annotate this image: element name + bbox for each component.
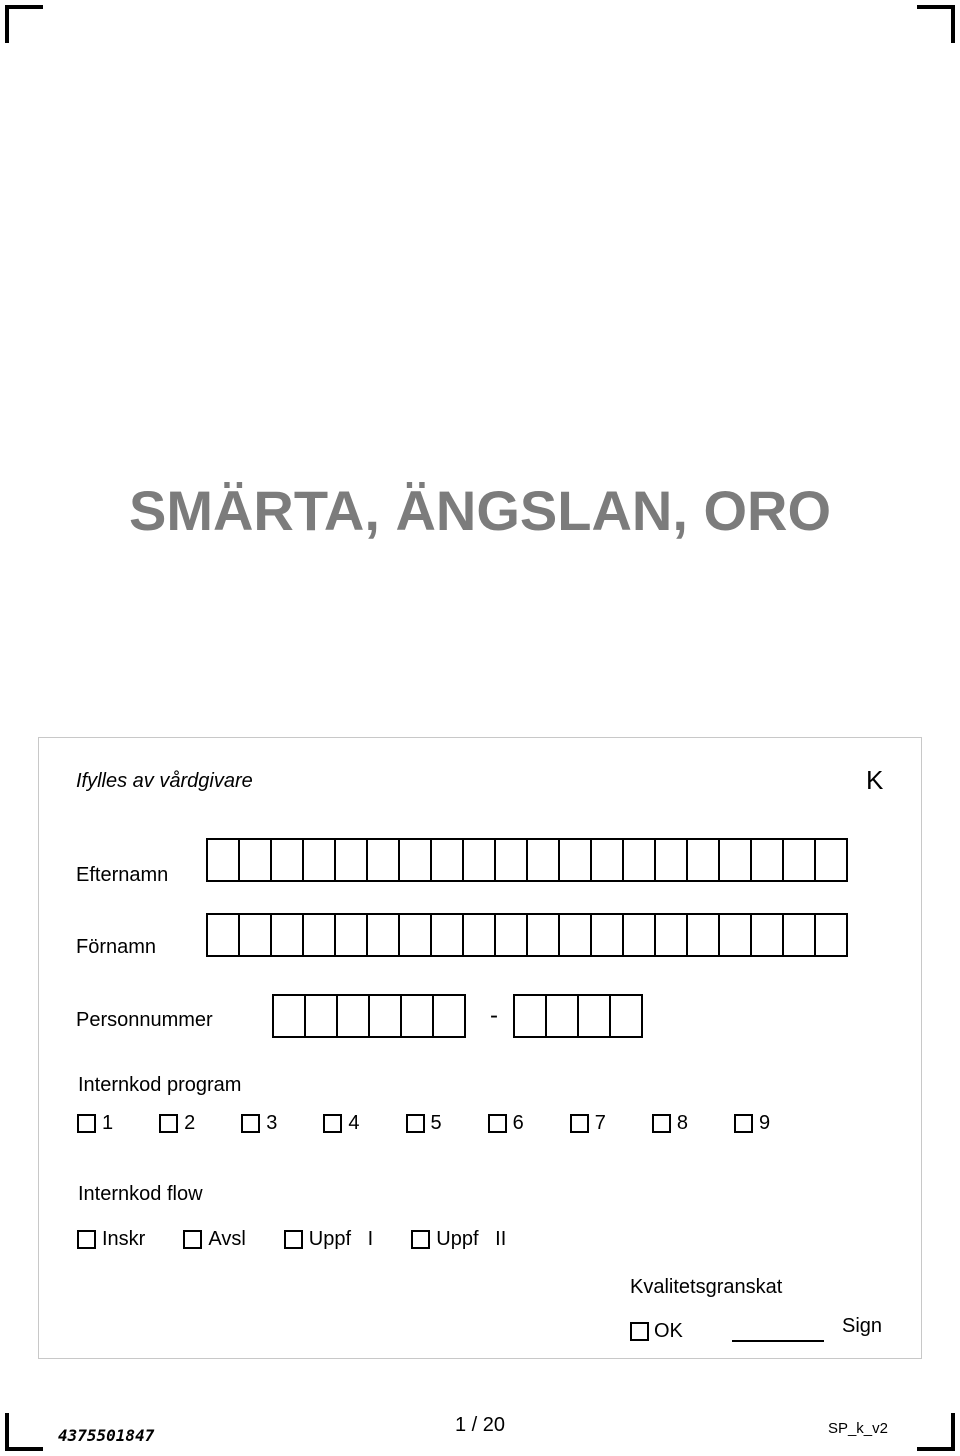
personnummer-date-box-1[interactable]: [272, 994, 306, 1038]
efternamn-field[interactable]: [206, 838, 848, 882]
fornamn-box-15[interactable]: [654, 913, 688, 957]
fornamn-field[interactable]: [206, 913, 848, 957]
fornamn-box-1[interactable]: [206, 913, 240, 957]
program-option-label: 8: [676, 1112, 688, 1134]
efternamn-box-6[interactable]: [366, 838, 400, 882]
form-header: Ifylles av vårdgivare: [76, 770, 253, 792]
flow-option-label: Inskr: [102, 1228, 146, 1250]
efternamn-box-16[interactable]: [686, 838, 720, 882]
efternamn-label: Efternamn: [76, 864, 169, 886]
personnummer-date-box-2[interactable]: [304, 994, 338, 1038]
program-options: [77, 1113, 770, 1133]
program-checkbox[interactable]: [159, 1114, 178, 1133]
program-option-2[interactable]: [159, 1113, 195, 1133]
efternamn-box-20[interactable]: [814, 838, 848, 882]
program-option-8[interactable]: [652, 1113, 688, 1133]
efternamn-box-12[interactable]: [558, 838, 592, 882]
fornamn-box-14[interactable]: [622, 913, 656, 957]
efternamn-box-8[interactable]: [430, 838, 464, 882]
fornamn-label: Förnamn: [76, 936, 157, 958]
personnummer-suffix-box-3[interactable]: [577, 994, 611, 1038]
program-label: Internkod program: [78, 1074, 242, 1096]
fornamn-box-11[interactable]: [526, 913, 560, 957]
program-option-label: 2: [184, 1112, 196, 1134]
program-checkbox[interactable]: [734, 1114, 753, 1133]
program-checkbox[interactable]: [323, 1114, 342, 1133]
program-checkbox[interactable]: [488, 1114, 507, 1133]
flow-option-label: Uppf I: [308, 1228, 374, 1250]
efternamn-box-14[interactable]: [622, 838, 656, 882]
document-barcode-number: 4375501847: [58, 1426, 155, 1445]
personnummer-label: Personnummer: [76, 1009, 213, 1031]
flow-option-4[interactable]: [411, 1229, 506, 1249]
flow-option-label: Uppf II: [436, 1228, 507, 1250]
form-id: SP_k_v2: [827, 1420, 888, 1437]
program-option-1[interactable]: [77, 1113, 113, 1133]
efternamn-box-4[interactable]: [302, 838, 336, 882]
page-number: 1 / 20: [454, 1414, 506, 1436]
document-title: SMÄRTA, ÄNGSLAN, ORO: [128, 479, 832, 542]
fornamn-box-17[interactable]: [718, 913, 752, 957]
caregiver-form-panel: [38, 737, 922, 1359]
program-option-5[interactable]: [406, 1113, 442, 1133]
personnummer-date-box-6[interactable]: [432, 994, 466, 1038]
form-corner-letter: K: [866, 765, 884, 795]
personnummer-suffix-box-2[interactable]: [545, 994, 579, 1038]
program-option-4[interactable]: [323, 1113, 359, 1133]
registration-mark-top-left: [5, 5, 43, 43]
efternamn-box-9[interactable]: [462, 838, 496, 882]
program-checkbox[interactable]: [77, 1114, 96, 1133]
fornamn-box-19[interactable]: [782, 913, 816, 957]
fornamn-box-2[interactable]: [238, 913, 272, 957]
program-option-label: 7: [594, 1112, 606, 1134]
flow-option-label: Avsl: [208, 1228, 246, 1250]
personnummer-suffix-field[interactable]: [513, 994, 643, 1038]
sign-line[interactable]: [732, 1340, 824, 1342]
quality-ok-option: [630, 1321, 683, 1341]
flow-checkbox[interactable]: [183, 1230, 202, 1249]
ok-checkbox[interactable]: [630, 1322, 649, 1341]
efternamn-box-17[interactable]: [718, 838, 752, 882]
flow-option-3[interactable]: [284, 1229, 373, 1249]
efternamn-box-19[interactable]: [782, 838, 816, 882]
flow-option-2[interactable]: [183, 1229, 245, 1249]
program-checkbox[interactable]: [406, 1114, 425, 1133]
program-option-label: 9: [759, 1112, 771, 1134]
fornamn-box-12[interactable]: [558, 913, 592, 957]
flow-checkbox[interactable]: [77, 1230, 96, 1249]
efternamn-box-18[interactable]: [750, 838, 784, 882]
fornamn-box-18[interactable]: [750, 913, 784, 957]
program-option-9[interactable]: [734, 1113, 770, 1133]
fornamn-box-7[interactable]: [398, 913, 432, 957]
fornamn-box-3[interactable]: [270, 913, 304, 957]
registration-mark-top-right: [917, 5, 955, 43]
program-option-7[interactable]: [570, 1113, 606, 1133]
efternamn-box-10[interactable]: [494, 838, 528, 882]
fornamn-box-9[interactable]: [462, 913, 496, 957]
efternamn-box-5[interactable]: [334, 838, 368, 882]
program-option-label: 5: [430, 1112, 442, 1134]
personnummer-date-field[interactable]: [272, 994, 466, 1038]
flow-option-1[interactable]: [77, 1229, 145, 1249]
program-option-label: 6: [512, 1112, 524, 1134]
program-option-label: 3: [266, 1112, 278, 1134]
efternamn-box-15[interactable]: [654, 838, 688, 882]
fornamn-box-10[interactable]: [494, 913, 528, 957]
personnummer-date-box-3[interactable]: [336, 994, 370, 1038]
program-option-label: 4: [348, 1112, 360, 1134]
efternamn-box-2[interactable]: [238, 838, 272, 882]
fornamn-box-4[interactable]: [302, 913, 336, 957]
fornamn-box-5[interactable]: [334, 913, 368, 957]
personnummer-date-box-4[interactable]: [368, 994, 402, 1038]
efternamn-box-13[interactable]: [590, 838, 624, 882]
flow-label: Internkod flow: [78, 1183, 203, 1205]
program-checkbox[interactable]: [652, 1114, 671, 1133]
program-option-label: 1: [102, 1112, 114, 1134]
fornamn-box-16[interactable]: [686, 913, 720, 957]
efternamn-box-1[interactable]: [206, 838, 240, 882]
quality-label: Kvalitetsgranskat: [630, 1276, 783, 1298]
sign-label: Sign: [842, 1315, 883, 1337]
fornamn-box-6[interactable]: [366, 913, 400, 957]
personnummer-suffix-box-4[interactable]: [609, 994, 643, 1038]
efternamn-box-11[interactable]: [526, 838, 560, 882]
flow-options: [77, 1229, 506, 1249]
program-option-6[interactable]: [488, 1113, 524, 1133]
efternamn-box-7[interactable]: [398, 838, 432, 882]
fornamn-box-20[interactable]: [814, 913, 848, 957]
personnummer-separator: -: [490, 1002, 498, 1029]
fornamn-box-13[interactable]: [590, 913, 624, 957]
flow-checkbox[interactable]: [411, 1230, 430, 1249]
flow-checkbox[interactable]: [284, 1230, 303, 1249]
personnummer-date-box-5[interactable]: [400, 994, 434, 1038]
fornamn-box-8[interactable]: [430, 913, 464, 957]
program-checkbox[interactable]: [570, 1114, 589, 1133]
program-checkbox[interactable]: [241, 1114, 260, 1133]
personnummer-suffix-box-1[interactable]: [513, 994, 547, 1038]
efternamn-box-3[interactable]: [270, 838, 304, 882]
program-option-3[interactable]: [241, 1113, 277, 1133]
ok-label: OK: [654, 1320, 683, 1342]
